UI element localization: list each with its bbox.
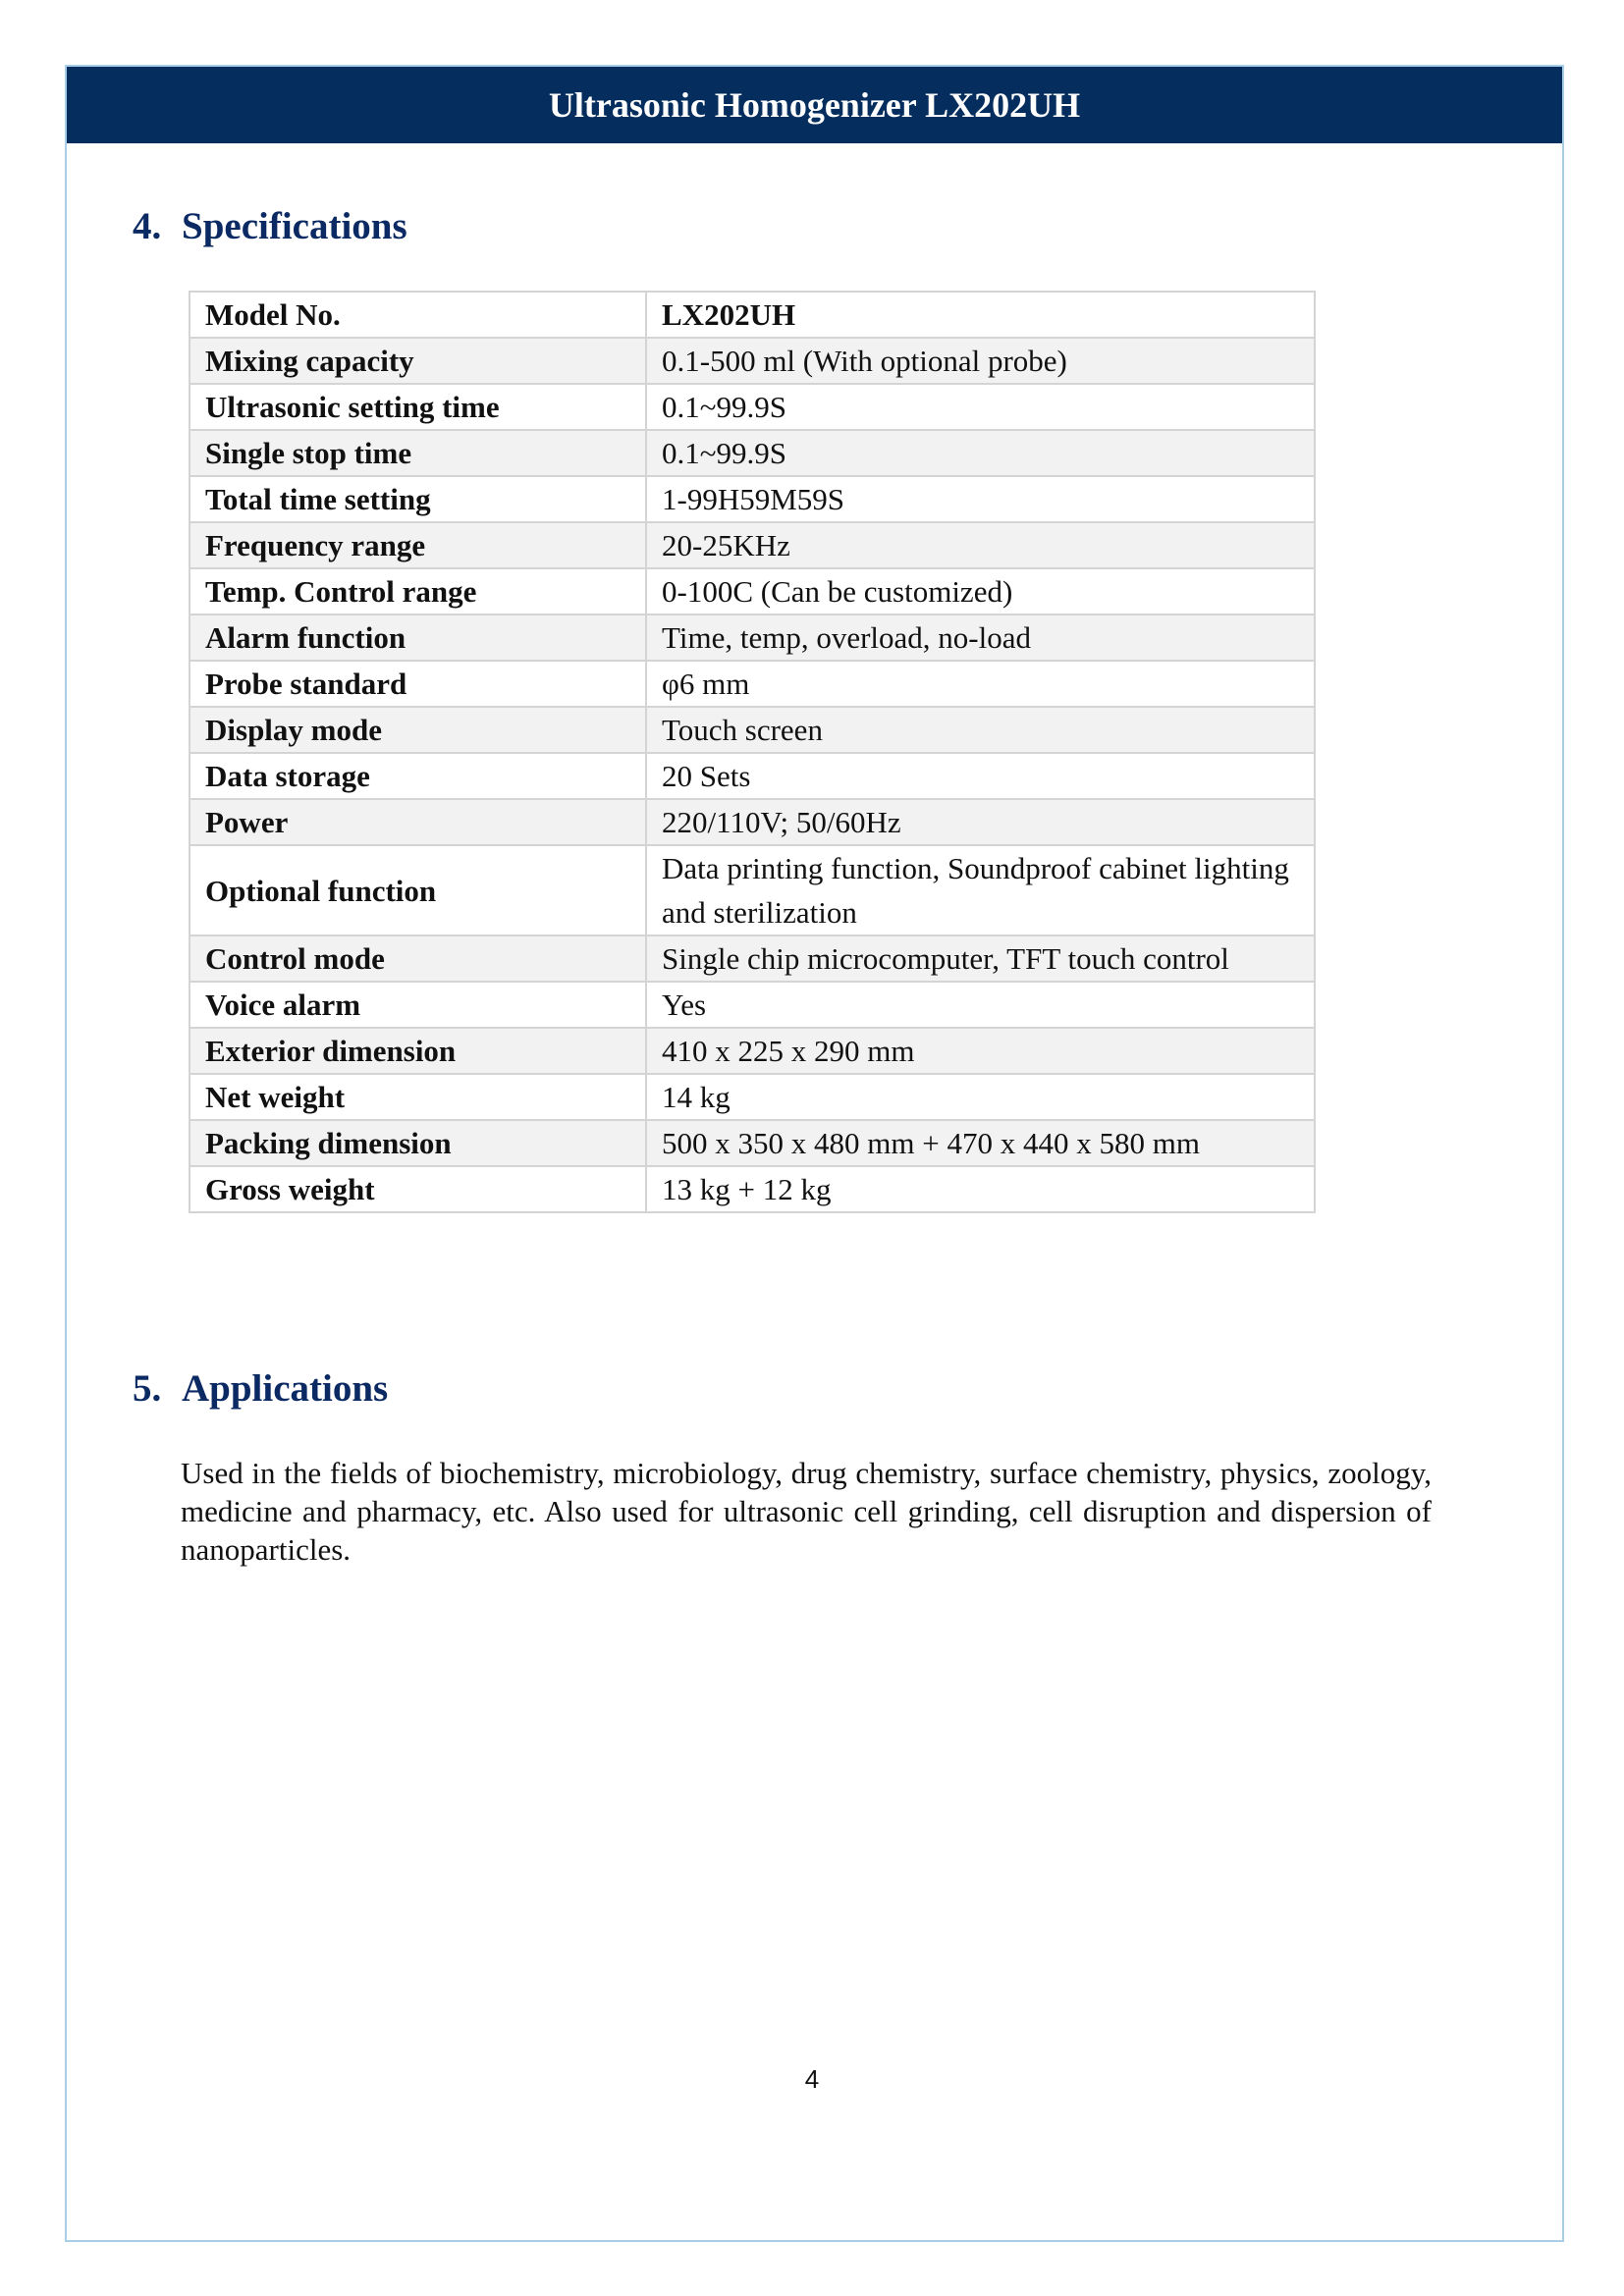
spec-label: Frequency range [189,522,646,568]
table-row [189,1120,1315,1166]
spec-value: 0-100C (Can be customized) [646,568,1315,614]
table-row [189,384,1315,430]
spec-value: LX202UH [646,292,1315,338]
page-number: 4 [804,2064,820,2094]
table-row [189,522,1315,568]
spec-value: 0.1~99.9S [646,430,1315,476]
spec-label: Model No. [189,292,646,338]
applications-heading [133,1366,388,1411]
table-row [189,1074,1315,1120]
title-bar [67,67,1562,143]
table-row [189,661,1315,707]
spec-label: Total time setting [189,476,646,522]
document-title: Ultrasonic Homogenizer LX202UH [548,85,1081,125]
spec-label: Temp. Control range [189,568,646,614]
spec-value: Single chip microcomputer, TFT touch control [646,935,1315,982]
table-row [189,430,1315,476]
spec-value: 220/110V; 50/60Hz [646,799,1315,845]
spec-value: 1-99H59M59S [646,476,1315,522]
table-row [189,614,1315,661]
spec-value: Yes [646,982,1315,1028]
spec-label: Control mode [189,935,646,982]
spec-value: 20-25KHz [646,522,1315,568]
spec-value: 410 x 225 x 290 mm [646,1028,1315,1074]
specifications-heading [133,204,407,248]
spec-value: Time, temp, overload, no-load [646,614,1315,661]
specifications-number: 4. [133,205,162,247]
specifications-table [189,291,1316,1213]
table-row [189,476,1315,522]
spec-value: Data printing function, Soundproof cabinet lighting and sterilization [646,845,1315,935]
spec-value: 0.1~99.9S [646,384,1315,430]
table-row [189,935,1315,982]
spec-value: 0.1-500 ml (With optional probe) [646,338,1315,384]
applications-paragraph: Used in the fields of biochemistry, microbiology, drug chemistry, surface chemistry, physics, zoology, medicine and pharmacy, etc. Also used for ultrasonic cell grinding, cell disruption and dispersion of nanoparticles. [181,1456,1432,1567]
spec-label: Probe standard [189,661,646,707]
spec-label: Gross weight [189,1166,646,1212]
table-row [189,1028,1315,1074]
spec-label: Display mode [189,707,646,753]
spec-value: 20 Sets [646,753,1315,799]
table-row [189,707,1315,753]
spec-label: Packing dimension [189,1120,646,1166]
specifications-title: Specifications [182,205,407,247]
table-row [189,845,1315,935]
spec-label: Power [189,799,646,845]
spec-label: Mixing capacity [189,338,646,384]
table-row [189,982,1315,1028]
spec-label: Alarm function [189,614,646,661]
applications-title: Applications [182,1367,389,1410]
applications-number: 5. [133,1367,162,1410]
spec-label: Net weight [189,1074,646,1120]
spec-value: 13 kg + 12 kg [646,1166,1315,1212]
table-row [189,799,1315,845]
table-row [189,292,1315,338]
spec-label: Single stop time [189,430,646,476]
specifications-table-body [189,292,1315,1212]
table-row [189,568,1315,614]
table-row [189,753,1315,799]
spec-value: φ6 mm [646,661,1315,707]
spec-label: Exterior dimension [189,1028,646,1074]
spec-value: 500 x 350 x 480 mm + 470 x 440 x 580 mm [646,1120,1315,1166]
spec-label: Data storage [189,753,646,799]
spec-value: Touch screen [646,707,1315,753]
spec-label: Voice alarm [189,982,646,1028]
table-row [189,1166,1315,1212]
spec-label: Optional function [189,845,646,935]
spec-label: Ultrasonic setting time [189,384,646,430]
table-row [189,338,1315,384]
spec-value: 14 kg [646,1074,1315,1120]
